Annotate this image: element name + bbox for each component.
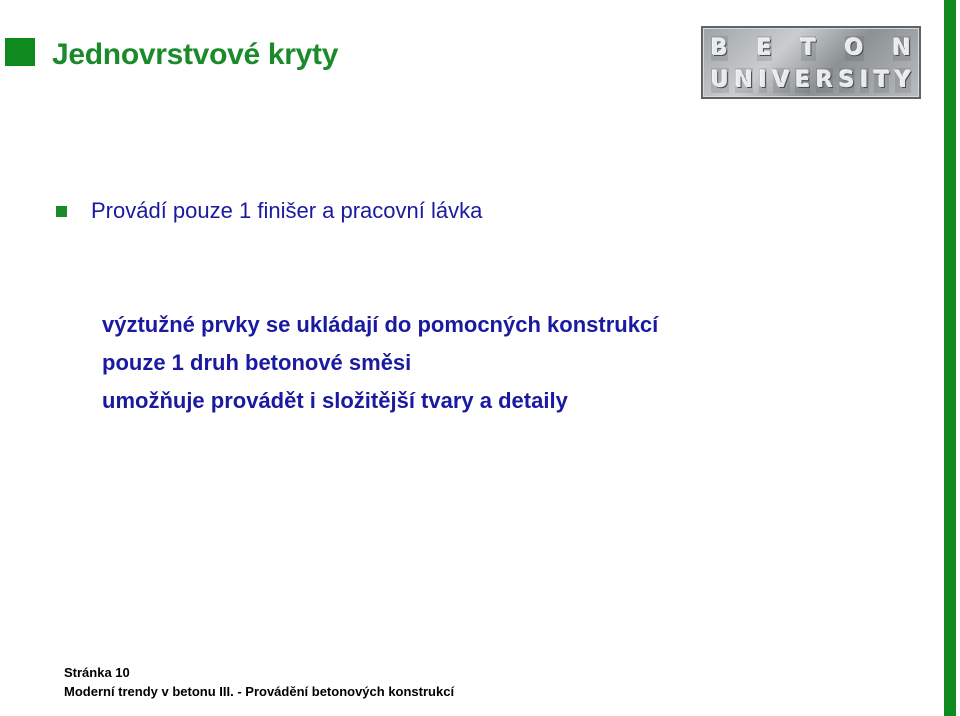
logo-letter: E xyxy=(756,36,772,61)
logo-letter: B xyxy=(711,36,728,61)
logo-letter: T xyxy=(874,68,890,93)
logo-letter: N xyxy=(892,36,911,61)
logo-row-beton xyxy=(711,36,911,61)
beton-university-logo xyxy=(701,26,921,99)
logo-letter: T xyxy=(800,36,816,61)
logo-letter: I xyxy=(860,68,869,93)
detail-item: umožňuje provádět i složitější tvary a detaily xyxy=(102,388,568,413)
page-title: Jednovrstvové kryty xyxy=(52,38,339,71)
logo-letter: R xyxy=(816,68,834,93)
bullet-item xyxy=(56,198,482,224)
logo-letter: S xyxy=(838,68,855,93)
logo-letter: I xyxy=(758,68,767,93)
footer xyxy=(64,663,454,701)
logo-letter: E xyxy=(795,68,811,93)
bullet-square-icon xyxy=(56,206,67,217)
logo-letter: Y xyxy=(895,68,911,93)
logo-letter: U xyxy=(711,68,729,93)
page-number: Stránka 10 xyxy=(64,665,130,680)
right-accent-bar xyxy=(944,0,956,716)
detail-item: pouze 1 druh betonové směsi xyxy=(102,350,412,375)
detail-item: výztužné prvky se ukládají do pomocných konstrukcí xyxy=(102,312,659,337)
course-name: Moderní trendy v betonu III. - Provádění betonových konstrukcí xyxy=(64,684,455,699)
logo-letter: V xyxy=(772,68,790,93)
detail-list xyxy=(102,306,658,420)
title-square-icon xyxy=(5,38,35,66)
bullet-text: Provádí pouze 1 finišer a pracovní lávka xyxy=(91,198,483,223)
logo-letter: N xyxy=(734,68,754,93)
logo-row-university xyxy=(711,68,911,93)
logo-letter: O xyxy=(844,36,864,61)
